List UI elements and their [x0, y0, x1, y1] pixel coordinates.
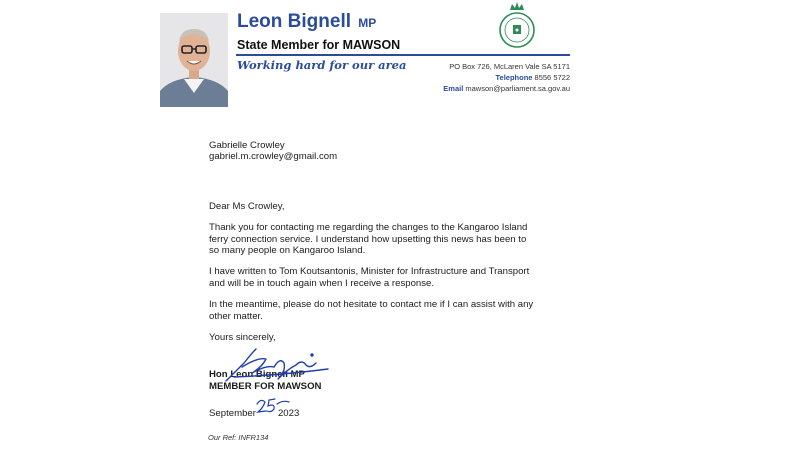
recipient-name: Gabrielle Crowley: [209, 140, 285, 151]
reference-number: Our Ref: INFR134: [208, 433, 269, 442]
email-label: Email: [443, 84, 464, 93]
email-line: [443, 83, 570, 94]
date-year: 2023: [277, 408, 300, 420]
signer-title: MEMBER FOR MAWSON: [209, 380, 322, 392]
closing: Yours sincerely,: [209, 332, 276, 344]
date-day-handwritten: [255, 396, 291, 416]
paragraph: Thank you for contacting me regarding the changes to the Kangaroo Island ferry connection service. I understand how upsetting this news has been to so many people on Kangaroo Island.: [209, 222, 528, 257]
email-address: mawson@parliament.sa.gov.au: [465, 84, 570, 93]
date-month: September: [209, 408, 256, 420]
handwritten-signature: [222, 345, 337, 385]
telephone-label: Telephone: [495, 73, 533, 82]
telephone-number: 8556 5722: [534, 73, 570, 82]
electorate-line: State Member for MAWSON: [237, 38, 401, 52]
paragraph: I have written to Tom Koutsantonis, Minister for Infrastructure and Transport and will be in touch again when I receive a response.: [209, 266, 530, 289]
signer-name: Hon Leon Bignell MP: [209, 369, 305, 381]
salutation: Dear Ms Crowley,: [209, 200, 285, 212]
recipient-email: gabriel.m.crowley@gmail.com: [209, 151, 338, 163]
parliament-crest: [497, 0, 537, 52]
address: PO Box 726, McLaren Vale SA 5171: [449, 62, 570, 71]
paragraph: In the meantime, please do not hesitate to contact me if I can assist with any other matter.: [209, 299, 534, 322]
recipient-block: [209, 140, 539, 163]
slogan: Working hard for our area: [237, 58, 407, 72]
telephone-line: [443, 72, 570, 83]
mp-name: [237, 11, 376, 33]
contact-block: [443, 61, 570, 94]
mp-suffix: MP: [358, 16, 377, 30]
portrait-photo: [160, 13, 228, 107]
mp-name-text: Leon Bignell: [237, 11, 351, 32]
header-rule: [236, 54, 570, 56]
